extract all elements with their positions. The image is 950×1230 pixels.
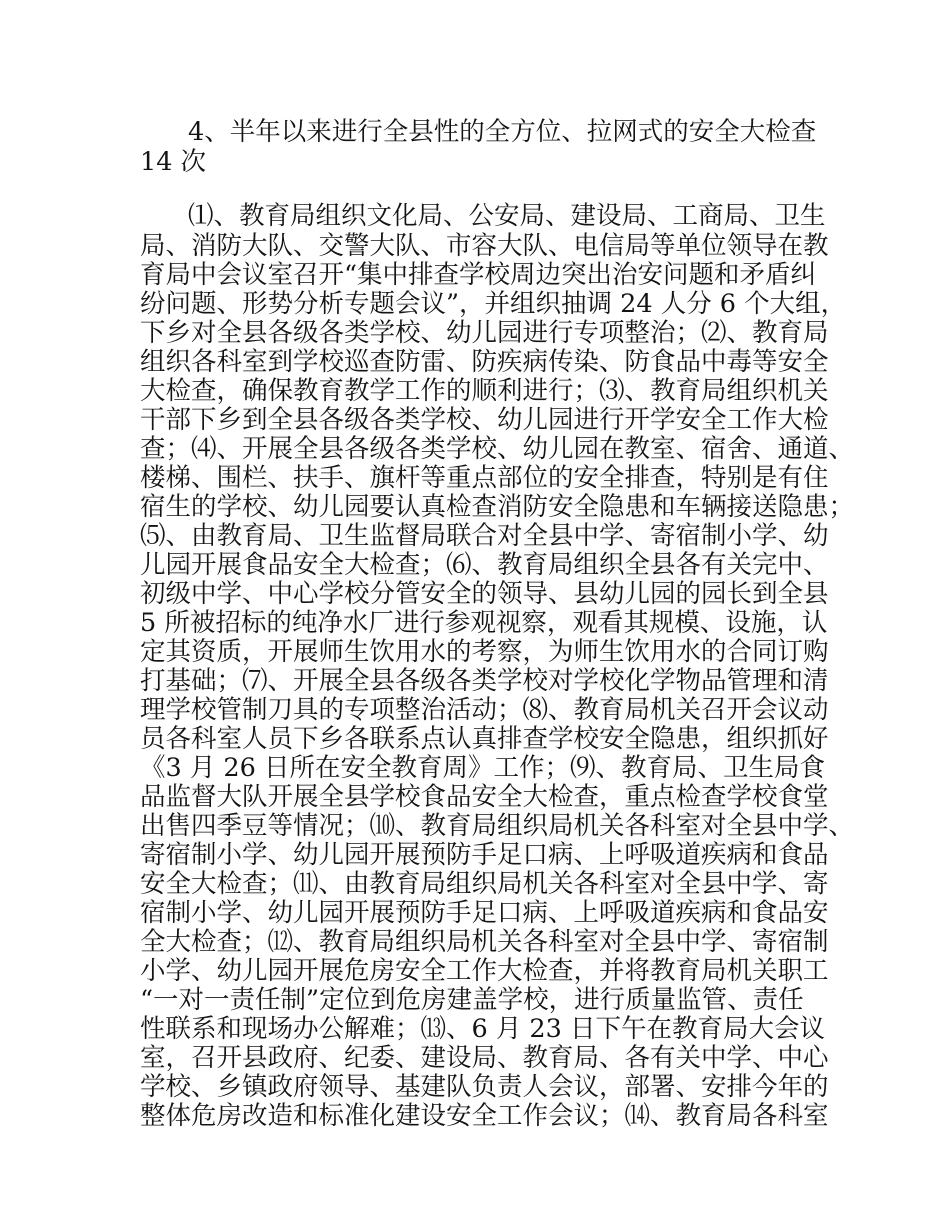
body-line: 学校、乡镇政府领导、基建队负责人会议，部署、安排今年的	[140, 1072, 829, 1102]
body-line: ⑸、由教育局、卫生监督局联合对全县中学、寄宿制小学、幼	[140, 521, 829, 551]
body-line: 查；⑷、开展全县各级各类学校、幼儿园在教室、宿舍、通道、	[140, 434, 855, 464]
body-line: 初级中学、中心学校分管安全的领导、县幼儿园的园长到全县	[140, 579, 829, 609]
body-line: 员各科室人员下乡各联系点认真排查学校安全隐患，组织抓好	[140, 724, 829, 754]
body-line: 局、消防大队、交警大队、市容大队、电信局等单位领导在教	[140, 231, 829, 261]
body-line: 理学校管制刀具的专项整治活动；⑻、教育局机关召开会议动	[140, 695, 829, 725]
body-line: 出售四季豆等情况；⑽、教育局组织局机关各科室对全县中学、	[140, 811, 855, 841]
body-line: 育局中会议室召开“集中排查学校周边突出治安问题和矛盾纠	[140, 260, 817, 290]
body-line: 全大检查；⑿、教育局组织局机关各科室对全县中学、寄宿制	[140, 927, 829, 957]
body-line: “一对一责任制”定位到危房建盖学校，进行质量监管、责任	[140, 985, 804, 1015]
body-line: 寄宿制小学、幼儿园开展预防手足口病、上呼吸道疾病和食品	[140, 840, 829, 870]
body-line: 宿制小学、幼儿园开展预防手足口病、上呼吸道疾病和食品安	[140, 898, 829, 928]
body-line: 打基础；⑺、开展全县各级各类学校对学校化学物品管理和清	[140, 666, 829, 696]
body-line: 定其资质，开展师生饮用水的考察，为师生饮用水的合同订购	[140, 637, 829, 667]
heading-line-1: 4、半年以来进行全县性的全方位、拉网式的安全大检查	[188, 117, 817, 147]
body-line: 性联系和现场办公解难；⒀、6 月 23 日下午在教育局大会议	[140, 1014, 825, 1044]
body-line: 小学、幼儿园开展危房安全工作大检查，并将教育局机关职工	[140, 956, 829, 986]
body-line: ⑴、教育局组织文化局、公安局、建设局、工商局、卫生	[188, 201, 826, 231]
body-line: 安全大检查；⑾、由教育局组织局机关各科室对全县中学、寄	[140, 869, 829, 899]
body-line: 整体危房改造和标准化建设安全工作会议；⒁、教育局各科室	[140, 1101, 829, 1131]
heading-line-2: 14 次	[140, 147, 207, 177]
body-line: 下乡对全县各级各类学校、幼儿园进行专项整治；⑵、教育局	[140, 318, 829, 348]
body-line: 楼梯、围栏、扶手、旗杆等重点部位的安全排查，特别是有住	[140, 463, 829, 493]
body-line: 大检查，确保教育教学工作的顺利进行；⑶、教育局组织机关	[140, 376, 829, 406]
body-line: 品监督大队开展全县学校食品安全大检查，重点检查学校食堂	[140, 782, 829, 812]
body-line: 组织各科室到学校巡查防雷、防疾病传染、防食品中毒等安全	[140, 347, 829, 377]
body-line: 《3 月 26 日所在安全教育周》工作；⑼、教育局、卫生局食	[140, 753, 825, 783]
body-line: 室，召开县政府、纪委、建设局、教育局、各有关中学、中心	[140, 1043, 829, 1073]
body-line: 宿生的学校、幼儿园要认真检查消防安全隐患和车辆接送隐患；	[140, 492, 855, 522]
body-line: 5 所被招标的纯净水厂进行参观视察，观看其规模、设施，认	[140, 608, 828, 638]
body-line: 纷问题、形势分析专题会议”，并组织抽调 24 人分 6 个大组，	[140, 289, 847, 319]
body-line: 儿园开展食品安全大检查；⑹、教育局组织全县各有关完中、	[140, 550, 829, 580]
body-line: 干部下乡到全县各级各类学校、幼儿园进行开学安全工作大检	[140, 405, 829, 435]
